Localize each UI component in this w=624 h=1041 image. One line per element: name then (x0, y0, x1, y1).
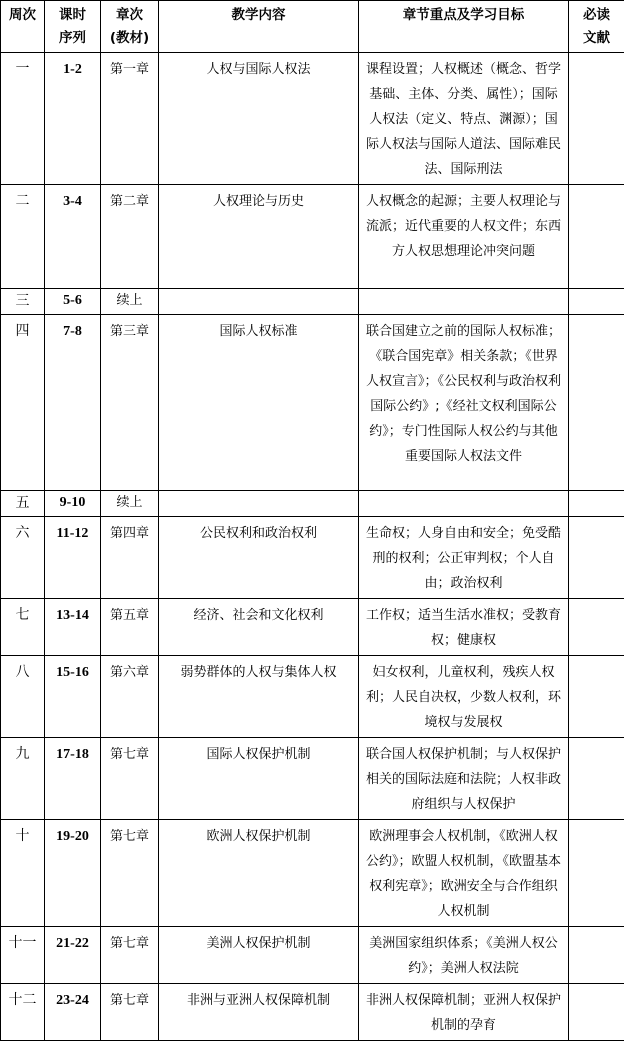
table-row (1, 984, 624, 1041)
chapter-cell: 第三章 (101, 315, 159, 491)
period-cell: 17-18 (45, 738, 101, 820)
week-cell: 八 (1, 656, 45, 738)
goals-cell: 生命权；人身自由和安全；免受酷刑的权利；公正审判权；个人自由；政治权利 (359, 517, 569, 599)
header-period: 课时 序列 (45, 1, 101, 53)
week-cell: 十二 (1, 984, 45, 1041)
content-cell: 国际人权保护机制 (159, 738, 359, 820)
week-cell: 五 (1, 491, 45, 517)
content-cell: 非洲与亚洲人权保障机制 (159, 984, 359, 1041)
period-cell: 3-4 (45, 185, 101, 289)
chapter-cell: 第六章 (101, 656, 159, 738)
week-cell: 四 (1, 315, 45, 491)
goals-cell: 人权概念的起源；主要人权理论与流派；近代重要的人权文件；东西方人权思想理论冲突问题 (359, 185, 569, 289)
content-cell (159, 289, 359, 315)
table-row (1, 53, 624, 185)
goals-cell (359, 491, 569, 517)
goals-cell: 妇女权利，儿童权利，残疾人权利；人民自决权，少数人权利，环境权与发展权 (359, 656, 569, 738)
content-cell: 美洲人权保护机制 (159, 927, 359, 984)
table-row (1, 738, 624, 820)
content-cell (159, 491, 359, 517)
readings-cell (569, 738, 624, 820)
table-row (1, 315, 624, 491)
period-cell: 19-20 (45, 820, 101, 927)
readings-cell (569, 517, 624, 599)
week-cell: 七 (1, 599, 45, 656)
period-cell: 21-22 (45, 927, 101, 984)
chapter-cell: 第二章 (101, 185, 159, 289)
chapter-cell: 第七章 (101, 984, 159, 1041)
goals-cell: 美洲国家组织体系；《美洲人权公约》；美洲人权法院 (359, 927, 569, 984)
period-cell: 9-10 (45, 491, 101, 517)
goals-cell: 非洲人权保障机制；亚洲人权保护机制的孕育 (359, 984, 569, 1041)
period-cell: 13-14 (45, 599, 101, 656)
week-cell: 二 (1, 185, 45, 289)
chapter-cell: 第一章 (101, 53, 159, 185)
chapter-cell: 第五章 (101, 599, 159, 656)
period-cell: 15-16 (45, 656, 101, 738)
content-cell: 国际人权标准 (159, 315, 359, 491)
table-row (1, 289, 624, 315)
chapter-cell: 第七章 (101, 927, 159, 984)
chapter-cell: 第四章 (101, 517, 159, 599)
week-cell: 十一 (1, 927, 45, 984)
content-cell: 人权与国际人权法 (159, 53, 359, 185)
chapter-cell: 第七章 (101, 738, 159, 820)
goals-cell: 欧洲理事会人权机制，《欧洲人权公约》；欧盟人权机制，《欧盟基本权利宪章》；欧洲安全与合作组织人权机制 (359, 820, 569, 927)
header-row (1, 1, 624, 53)
period-cell: 7-8 (45, 315, 101, 491)
period-cell: 11-12 (45, 517, 101, 599)
week-cell: 一 (1, 53, 45, 185)
table-row (1, 599, 624, 656)
header-goals: 章节重点及学习目标 (359, 1, 569, 53)
header-chapter: 章次 (教材) (101, 1, 159, 53)
readings-cell (569, 289, 624, 315)
header-content: 教学内容 (159, 1, 359, 53)
chapter-cell: 续上 (101, 289, 159, 315)
content-cell: 人权理论与历史 (159, 185, 359, 289)
table-row (1, 517, 624, 599)
goals-cell: 联合国人权保护机制；与人权保护相关的国际法庭和法院；人权非政府组织与人权保护 (359, 738, 569, 820)
period-cell: 23-24 (45, 984, 101, 1041)
content-cell: 经济、社会和文化权利 (159, 599, 359, 656)
goals-cell: 联合国建立之前的国际人权标准；《联合国宪章》相关条款；《世界人权宣言》；《公民权利与政治权利国际公约》;《经社文权利国际公约》；专门性国际人权公约与其他重要国际人权法文件 (359, 315, 569, 491)
goals-cell: 课程设置；人权概述（概念、哲学基础、主体、分类、属性）；国际人权法（定义、特点、渊源）；国际人权法与国际人道法、国际难民法、国际刑法 (359, 53, 569, 185)
readings-cell (569, 53, 624, 185)
readings-cell (569, 185, 624, 289)
week-cell: 三 (1, 289, 45, 315)
readings-cell (569, 820, 624, 927)
content-cell: 弱势群体的人权与集体人权 (159, 656, 359, 738)
goals-cell (359, 289, 569, 315)
table-row (1, 185, 624, 289)
content-cell: 公民权利和政治权利 (159, 517, 359, 599)
readings-cell (569, 984, 624, 1041)
table-row (1, 820, 624, 927)
week-cell: 九 (1, 738, 45, 820)
header-readings: 必读 文献 (569, 1, 624, 53)
table-row (1, 491, 624, 517)
table-row (1, 656, 624, 738)
readings-cell (569, 599, 624, 656)
table-row (1, 927, 624, 984)
content-cell: 欧洲人权保护机制 (159, 820, 359, 927)
chapter-cell: 第七章 (101, 820, 159, 927)
readings-cell (569, 927, 624, 984)
week-cell: 六 (1, 517, 45, 599)
header-week: 周次 (1, 1, 45, 53)
readings-cell (569, 315, 624, 491)
goals-cell: 工作权；适当生活水准权；受教育权；健康权 (359, 599, 569, 656)
period-cell: 1-2 (45, 53, 101, 185)
week-cell: 十 (1, 820, 45, 927)
period-cell: 5-6 (45, 289, 101, 315)
chapter-cell: 续上 (101, 491, 159, 517)
readings-cell (569, 656, 624, 738)
readings-cell (569, 491, 624, 517)
